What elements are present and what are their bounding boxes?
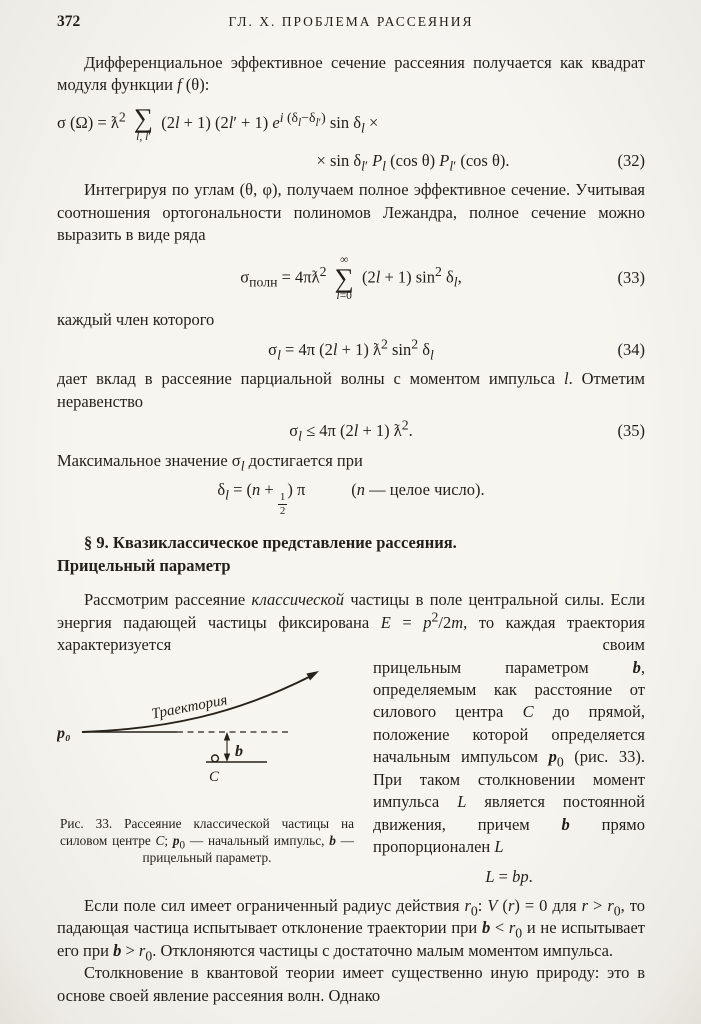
equation-35-body: $\sigma_l \le 4\pi$ (2l + 1) $ƛ^2$. bbox=[289, 417, 413, 444]
figure-p0-label: p₀ bbox=[57, 724, 71, 742]
paragraph-quantum-nature: Столкновение в квантовой теории имеет существенно иную природу: это в основе своей явление рассеяния волн. Однако bbox=[57, 963, 645, 1005]
trajectory-label: Траектория bbox=[150, 691, 229, 723]
equation-32 bbox=[57, 102, 645, 174]
equation-32-number: (32) bbox=[617, 150, 645, 170]
paragraph-impact-parameter: прицельным параметром b, определяемым как расстояние от силового центра C до прямой, положение которой определяется начальным импульсом $p_0$ (рис. 33). При таком столкновении момент импульса L является постоянной движения, причем b прямо пропорционален L bbox=[373, 657, 645, 857]
equation-35 bbox=[57, 417, 645, 444]
page-header bbox=[57, 10, 645, 36]
paragraph-diff-cross-section: Дифференциальное эффективное сечение рассеяния получается как квадрат модуля функции f (θ): bbox=[57, 53, 645, 95]
equation-34-number: (34) bbox=[617, 339, 645, 359]
paragraph-classical-particle: Рассмотрим рассеяние классической частицы в поле центральной силы. Если энергия падающей частицы фиксирована $E = p^2/2m$, то каждая траектория характеризуется своим bbox=[57, 590, 646, 655]
equation-32-line1: σ $(\Omega) = ƛ^2$ ∑ l, l′ (2l + 1) (2l′ + 1) $e^{i (\delta_l-\delta_{l'})}$ $\sin \delta_l$ × bbox=[57, 102, 379, 143]
equation-33-number: (33) bbox=[617, 267, 645, 287]
paragraph-each-term: каждый член которого bbox=[57, 310, 215, 330]
figure-33-diagram bbox=[57, 661, 357, 811]
equation-33-body: $\sigma_{полн}$ = $4\pi ƛ^2$ ∞ ∑ l=0 (2l + 1) $\sin^2 \delta_l$, bbox=[240, 253, 462, 303]
equation-L-equals-bp: L = bp. bbox=[485, 866, 533, 886]
equation-32-line2: × $\sin \delta_{l'}$ $P_l$ (cos θ) $P_{l'}$ (cos θ). bbox=[316, 150, 510, 174]
chapter-running-title: ГЛ. X. ПРОБЛЕМА РАССЕЯНИЯ bbox=[228, 14, 474, 29]
arrow-down-icon bbox=[224, 753, 230, 762]
arrow-up-icon bbox=[224, 732, 230, 741]
force-center-marker bbox=[212, 755, 219, 762]
section-9-body bbox=[57, 589, 645, 962]
figure-33 bbox=[57, 661, 359, 867]
paragraph-limited-range: Если поле сил имеет ограниченный радиус действия $r_0$: V (r) = 0 для $r > r_0$, то падающая частица испытывает отклонение траектории при $b < r_0$ и не испытывает его при $b > r_0$. Отклоняются частицы с достаточно малым моментом импульса. bbox=[57, 895, 646, 964]
equation-delta-condition: $\delta_l = (n$ + $\frac{1}{2}$ ) π (n — целое число). bbox=[217, 480, 485, 517]
figure-33-caption: Рис. 33. Рассеяние классической частицы на силовом центре C; $p_0$ — начальный импульс, b — прицельный параметр. bbox=[60, 815, 354, 866]
figure-c-label: C bbox=[209, 768, 220, 785]
section-9-heading-line2: Прицельный параметр bbox=[57, 555, 231, 575]
section-9-heading bbox=[57, 532, 645, 577]
equation-34 bbox=[57, 336, 645, 363]
paragraph-total-cross-section: Интегрируя по углам (θ, φ), получаем полное эффективное сечение. Учитывая соотношения ортогональности полиномов Лежандра, полное сечение можно выразить в виде ряда bbox=[57, 180, 645, 245]
paragraph-partial-wave: дает вклад в рассеяние парциальной волны с моментом импульса l. Отметим неравенство bbox=[57, 369, 645, 411]
page-number: 372 bbox=[57, 13, 81, 30]
paragraph-max-value: Максимальное значение $\sigma_l$ достигается при bbox=[57, 450, 363, 473]
equation-34-body: $\sigma_l = 4\pi$ (2l + 1) $ƛ^2$ $\sin^2 \delta_l$ bbox=[268, 336, 434, 363]
figure-b-label: b bbox=[235, 742, 243, 760]
section-9-heading-line1: § 9. Квазиклассическое представление рассеяния. bbox=[84, 533, 457, 553]
equation-33 bbox=[57, 254, 645, 303]
trajectory-arrowhead-icon bbox=[307, 671, 320, 681]
equation-35-number: (35) bbox=[617, 421, 645, 441]
